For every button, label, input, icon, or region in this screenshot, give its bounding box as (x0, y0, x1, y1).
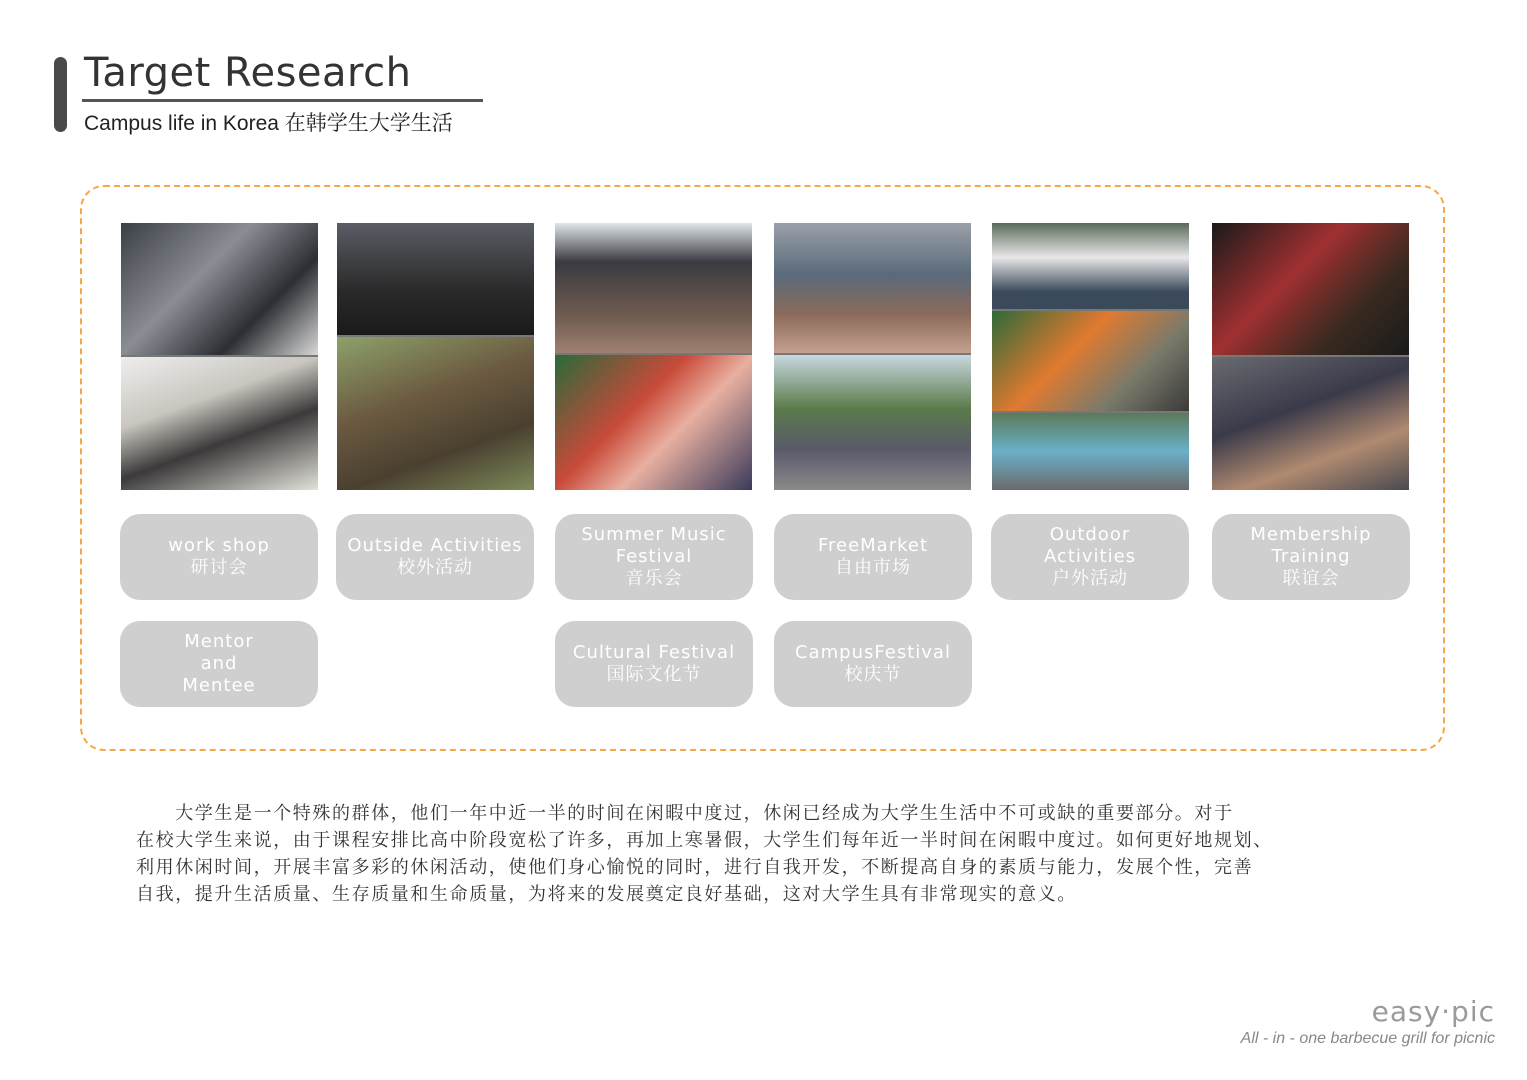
activity-en-label: Outdoor (1049, 524, 1131, 545)
activity-membership-training (1212, 514, 1410, 600)
summer-music-festival-photo (555, 223, 752, 490)
activity-en-label-2: Training (1271, 546, 1351, 567)
activity-en-label-2: and (200, 653, 238, 674)
activity-cn-label: 联谊会 (1282, 568, 1340, 589)
brand-tagline: All - in - one barbecue grill for picnic (1240, 1030, 1495, 1047)
activity-en-label: Cultural Festival (572, 642, 736, 663)
body-line: 自我，提升生活质量、生存质量和生命质量，为将来的发展奠定良好基础，这对大学生具有非常现实的意义。 (136, 884, 1077, 905)
activity-campus-festival (774, 621, 972, 707)
activity-en-label-2: Festival (615, 546, 693, 567)
activity-en-label: Mentor (184, 631, 254, 652)
title-underline (82, 99, 483, 102)
body-line: 大学生是一个特殊的群体，他们一年中近一半的时间在闲暇中度过，休闲已经成为大学生生活中不可或缺的重要部分。对于 (136, 803, 1234, 824)
activity-en-label: Summer Music (581, 524, 727, 545)
activity-cn-label: 音乐会 (625, 568, 683, 589)
header-accent-bar (54, 57, 67, 132)
workshop-photo (121, 223, 318, 490)
outside-activities-photo (337, 223, 534, 490)
freemarket-photo (774, 223, 971, 490)
activity-cn-label: 研讨会 (190, 557, 248, 578)
membership-training-photo (1212, 223, 1409, 490)
body-line: 在校大学生来说，由于课程安排比高中阶段宽松了许多，再加上寒暑假，大学生们每年近一半时间在闲暇中度过。如何更好地规划、 (136, 830, 1273, 851)
activity-en-label-3: Mentee (182, 675, 256, 696)
activity-cultural-festival (555, 621, 753, 707)
activity-en-label: FreeMarket (817, 535, 929, 556)
body-paragraph (136, 800, 1396, 908)
activity-en-label: Membership (1250, 524, 1372, 545)
activity-cn-label: 自由市场 (835, 557, 911, 578)
activity-en-label: CampusFestival (795, 642, 951, 663)
page-title: Target Research (84, 50, 412, 96)
activity-outdoor-activities (991, 514, 1189, 600)
activity-workshop (120, 514, 318, 600)
activity-en-label: Outside Activities (347, 535, 523, 556)
activity-cn-label: 国际文化节 (606, 664, 702, 685)
activity-en-label-2: Activities (1043, 546, 1137, 567)
activity-mentor-and-mentee (120, 621, 318, 707)
page-subtitle: Campus life in Korea 在韩学生大学生活 (84, 112, 453, 135)
outdoor-activities-photo (992, 223, 1189, 490)
activity-cn-label: 户外活动 (1052, 568, 1128, 589)
activity-cn-label: 校庆节 (844, 664, 902, 685)
body-line: 利用休闲时间，开展丰富多彩的休闲活动，使他们身心愉悦的同时，进行自我开发，不断提高自身的素质与能力，发展个性，完善 (136, 857, 1254, 878)
activity-freemarket (774, 514, 972, 600)
activity-outside-activities (336, 514, 534, 600)
activity-cn-label: 校外活动 (397, 557, 473, 578)
brand-logo: easy·pic (1371, 995, 1495, 1028)
activity-en-label: work shop (168, 535, 270, 556)
activity-summer-music-festival (555, 514, 753, 600)
